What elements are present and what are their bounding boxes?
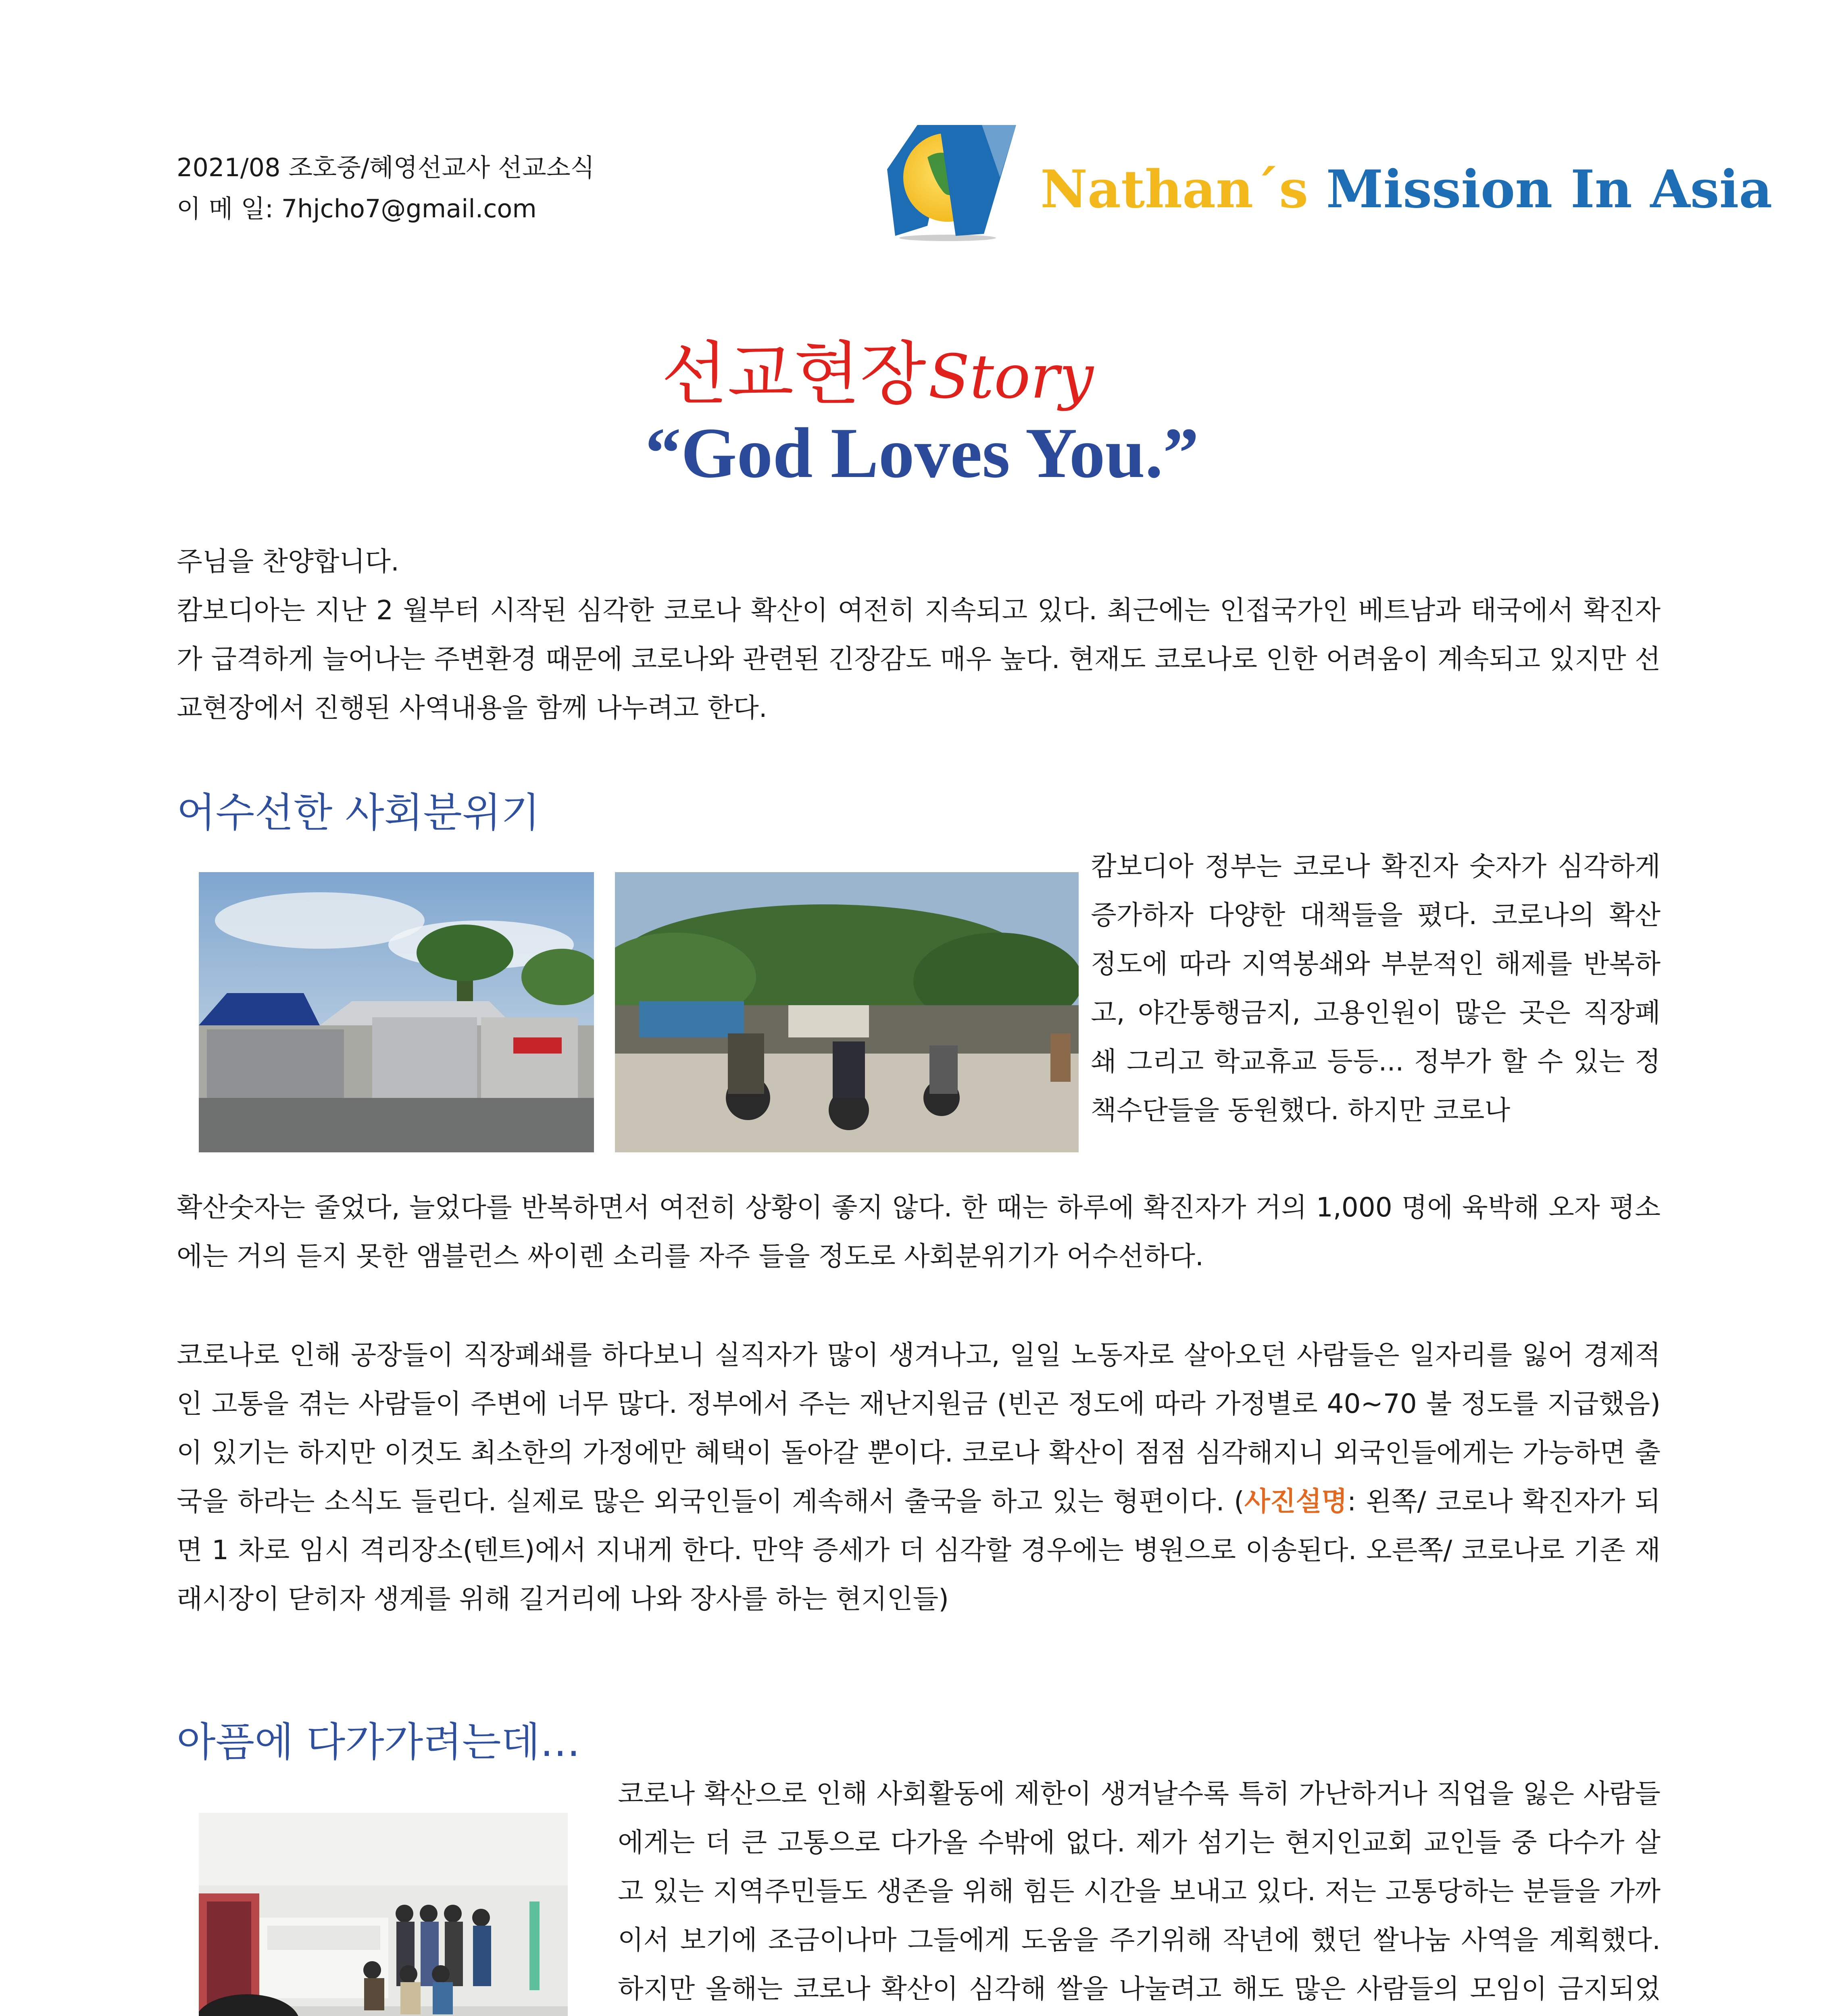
logo-wordmark <box>1040 159 1772 220</box>
section-heading-reaching-pain: 아픔에 다가가려는데… <box>177 1718 581 1766</box>
page-title-english: “God Loves You.” <box>645 413 1199 493</box>
section1-continued-paragraph: 확산숫자는 줄었다, 늘었다를 반복하면서 여전히 상황이 좋지 않다. 한 때는 하루에 확진자가 거의 1,000 명에 육박해 오자 평소에는 거의 듣지 못한 앰블런스 싸이렌 소리를 자주 들을 정도로 사회분위기가 어수선하다. <box>177 1192 1661 1272</box>
section1-continued-text <box>177 1183 1661 1281</box>
photo-quarantine-tents <box>199 872 594 1152</box>
section1-side-text <box>1091 842 1661 1135</box>
section-heading-social-atmosphere: 어수선한 사회분위기 <box>177 789 540 836</box>
section1-side-paragraph: 캄보디아 정부는 코로나 확진자 숫자가 심각하게 증가하자 다양한 대책들을 폈다. 코로나의 확산 정도에 따라 지역봉쇄와 부분적인 해제를 반복하고, 야간통행금지, 고용인원이 많은 곳은 직장폐쇄 그리고 학교휴교 등등... 정부가 할 수 있는 정책수단들을 동원했다. 하지만 코로나 <box>1091 851 1661 1126</box>
photo-volunteers-with-rice <box>199 1813 568 2016</box>
title-story: Story <box>928 342 1094 412</box>
para2-text-before: 코로나로 인해 공장들이 직장폐쇄를 하다보니 실직자가 많이 생겨나고, 일일 노동자로 살아오던 사람들은 일자리를 잃어 경제적인 고통을 겪는 사람들이 주변에 너무 많다. 정부에서 주는 재난지원금 (빈곤 정도에 따라 가정별로 40~70 불 정도를 지급했음)이 있기는 하지만 이것도 최소한의 가정에만 혜택이 돌아갈 뿐이다. 코로나 확산이 점점 심각해지니 외국인들에게는 가능하면 출국을 하라는 소식도 들린다. 실제로 많은 외국인들이 계속해서 출국을 하고 있는 형편이다. ( <box>177 1339 1661 1517</box>
logo-nathans: Nathan´s <box>1040 159 1309 220</box>
section1-paragraph-2 <box>177 1331 1661 1623</box>
logo-mission-in-asia: Mission In Asia <box>1308 159 1773 220</box>
intro-section <box>177 537 1661 732</box>
email-line: 이 메 일: 7hjcho7@gmail.com <box>177 194 537 223</box>
title-korean: 선교현장 <box>661 334 926 414</box>
greeting: 주님을 찬양합니다. <box>177 546 400 577</box>
logo-globe-icon <box>879 121 1028 242</box>
intro-body: 캄보디아는 지난 2 월부터 시작된 심각한 코로나 확산이 여전히 지속되고 있다. 최근에는 인접국가인 베트남과 태국에서 확진자가 급격하게 늘어나는 주변환경 때문에 코로나와 관련된 긴장감도 매우 높다. 현재도 코로나로 인한 어려움이 계속되고 있지만 선교현장에서 진행된 사역내용을 함께 나누려고 한다. <box>177 595 1661 723</box>
newsletter-date-line: 2021/08 조호중/혜영선교사 선교소식 <box>177 153 595 182</box>
para2-text-after: : 왼쪽/ 코로나 확진자가 되면 1 차로 임시 격리장소(텐트)에서 지내게 한다. 만약 증세가 더 심각할 경우에는 병원으로 이송된다. 오른쪽/ 코로나로 기존 재래시장이 닫히자 생계를 위해 길거리에 나와 장사를 하는 현지인들) <box>177 1486 1661 1614</box>
photo-street-market <box>615 872 1079 1152</box>
page-title-korean <box>661 319 1094 417</box>
section2-side-paragraph: 코로나 확산으로 인해 사회활동에 제한이 생겨날수록 특히 가난하거나 직업을 잃은 사람들에게는 더 큰 고통으로 다가올 수밖에 없다. 제가 섬기는 현지인교회 교인들 중 다수가 살고 있는 지역주민들도 생존을 위해 힘든 시간을 보내고 있다. 저는 고통당하는 분들을 가까이서 보기에 조금이나마 그들에게 도움을 주기위해 작년에 했던 쌀나눔 사역을 계획했다. 하지만 올해는 코로나 확산이 심각해 쌀을 나눌려고 해도 많은 사람들의 모임이 금지되었 <box>618 1778 1661 2004</box>
photo-caption-label: 사진설명 <box>1244 1486 1347 1517</box>
section2-side-text <box>618 1769 1661 2016</box>
